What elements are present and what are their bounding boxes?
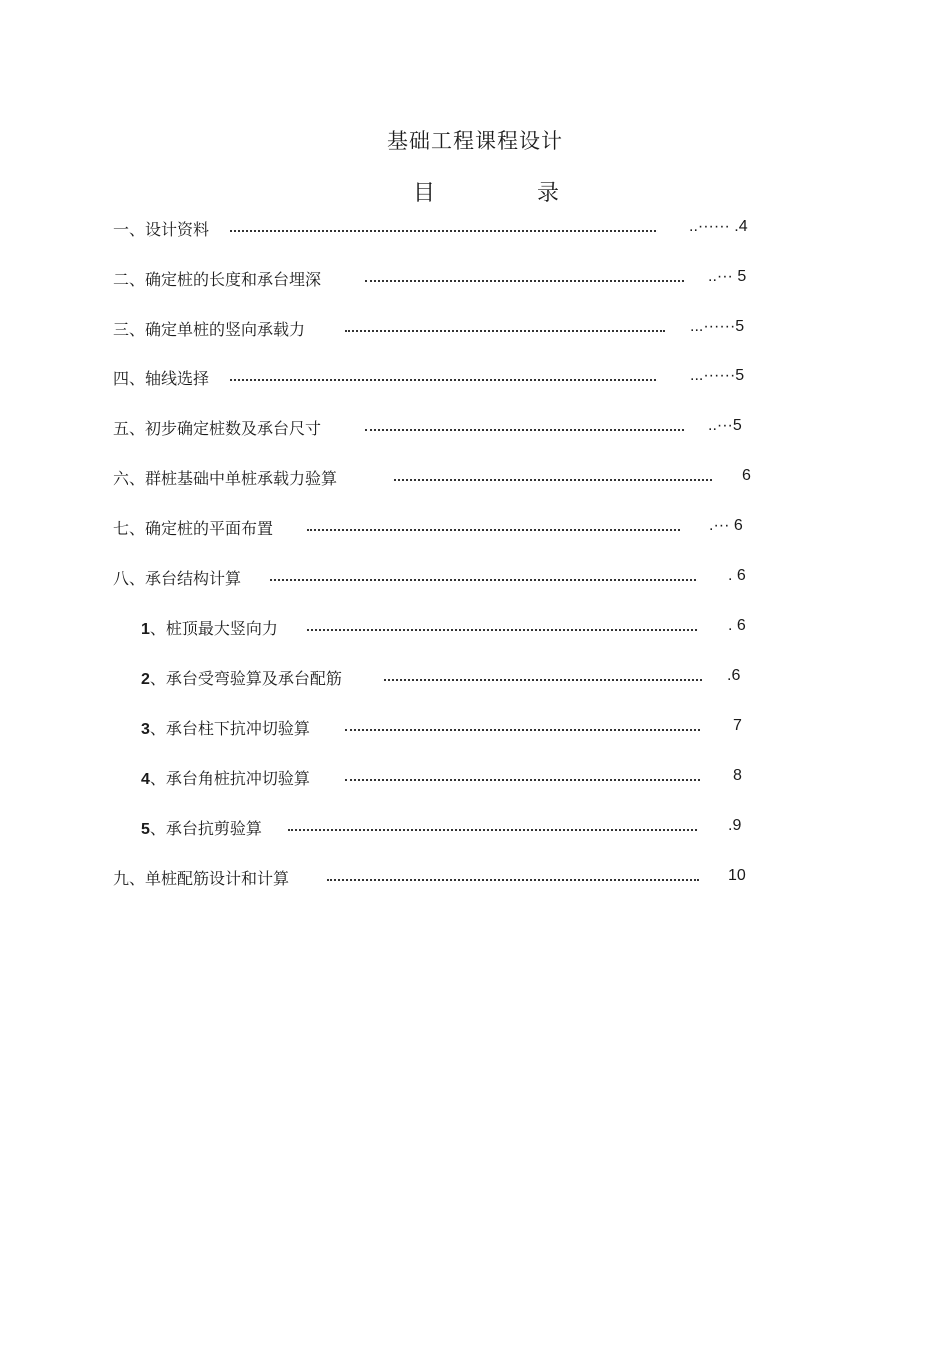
toc-entry-label: 六、群桩基础中单桩承载力验算 [113, 469, 338, 488]
page-title: 基础工程课程设计 [387, 129, 563, 153]
toc-entry-6[interactable] [0, 466, 950, 488]
toc-entry-label: 八、承台结构计算 [113, 569, 242, 588]
toc-entry-7[interactable] [0, 516, 950, 538]
toc-page-number: .··· 6 [709, 517, 743, 534]
toc-leader [345, 729, 700, 731]
toc-page-number: .6 [727, 667, 741, 684]
toc-leader [345, 330, 665, 332]
toc-heading-left: 目 [413, 181, 436, 206]
toc-leader [365, 280, 684, 282]
toc-page-number: 10 [728, 867, 746, 884]
toc-entry-label: 3、承台柱下抗冲切验算 [141, 719, 310, 738]
toc-entry-label: 九、单桩配筋设计和计算 [113, 869, 290, 888]
toc-leader [394, 479, 712, 481]
toc-leader [307, 629, 697, 631]
toc-entry-label: 三、确定单桩的竖向承载力 [113, 320, 306, 339]
toc-page-number: . 6 [728, 617, 746, 634]
toc-entry-8-4[interactable] [0, 766, 950, 788]
toc-leader [230, 230, 656, 232]
toc-leader [384, 679, 702, 681]
toc-entry-4[interactable] [0, 366, 950, 388]
toc-page-number: .9 [728, 817, 742, 834]
toc-entry-label: 1、桩顶最大竖向力 [141, 619, 278, 638]
toc-leader [345, 779, 700, 781]
toc-entry-3[interactable] [0, 317, 950, 339]
toc-page-number: 7 [733, 717, 742, 734]
toc-entry-label: 5、承台抗剪验算 [141, 819, 262, 838]
toc-entry-5[interactable] [0, 416, 950, 438]
toc-page-number: 8 [733, 767, 742, 784]
toc-entry-1[interactable] [0, 217, 950, 239]
toc-entry-label: 七、确定桩的平面布置 [113, 519, 274, 538]
toc-leader [327, 879, 699, 881]
toc-entry-8-2[interactable] [0, 666, 950, 688]
toc-page-number: ..···5 [708, 417, 742, 434]
toc-entry-8-1[interactable] [0, 616, 950, 638]
toc-entry-8-5[interactable] [0, 816, 950, 838]
toc-entry-label: 4、承台角桩抗冲切验算 [141, 769, 310, 788]
toc-heading-right: 录 [537, 181, 560, 206]
toc-page-number: ..······ .4 [689, 218, 748, 235]
toc-entry-2[interactable] [0, 267, 950, 289]
toc-entry-label: 二、确定桩的长度和承台埋深 [113, 270, 322, 289]
toc-page-number: ...······5 [690, 318, 745, 335]
toc-entry-label: 五、初步确定桩数及承台尺寸 [113, 419, 322, 438]
toc-entry-label: 2、承台受弯验算及承台配筋 [141, 669, 342, 688]
toc-leader [288, 829, 697, 831]
toc-leader [365, 429, 684, 431]
toc-entry-8[interactable] [0, 566, 950, 588]
toc-page-number: 6 [742, 467, 751, 484]
toc-page-number: ...······5 [690, 367, 745, 384]
toc-page-number: . 6 [728, 567, 746, 584]
toc-entry-label: 四、轴线选择 [113, 369, 210, 388]
toc-page-number: ..··· 5 [708, 268, 747, 285]
toc-entry-label: 一、设计资料 [113, 220, 210, 239]
toc-entry-8-3[interactable] [0, 716, 950, 738]
toc-entry-9[interactable] [0, 866, 950, 888]
toc-leader [307, 529, 680, 531]
toc-leader [230, 379, 656, 381]
toc-leader [270, 579, 696, 581]
